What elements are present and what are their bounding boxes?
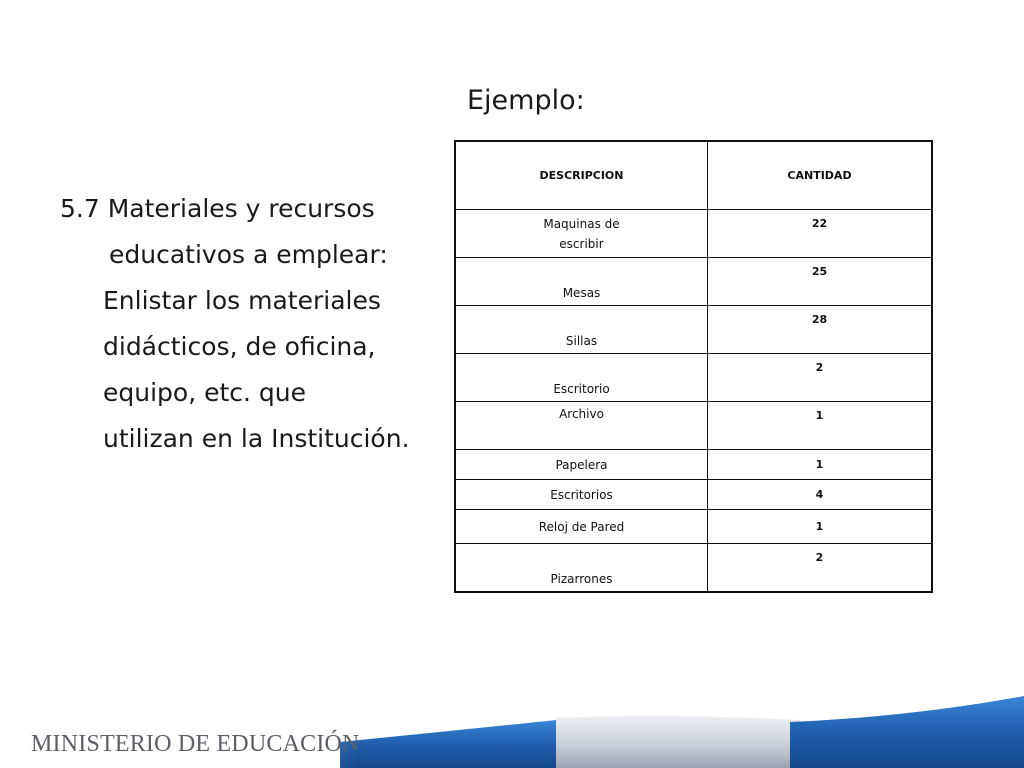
table-row — [456, 354, 931, 402]
paragraph-line: Enlistar los materiales — [103, 286, 381, 315]
cell-description: Escritorios — [456, 480, 708, 509]
table-row — [456, 402, 931, 450]
section-heading-line1: 5.7 Materiales y recursos — [60, 194, 375, 223]
paragraph-line: didácticos, de oficina, — [103, 332, 376, 361]
table-row — [456, 510, 931, 544]
table-row — [456, 306, 931, 354]
table-row — [456, 210, 931, 258]
cell-description: Archivo — [456, 402, 708, 449]
cell-description: Papelera — [456, 450, 708, 479]
cell-quantity: 28 — [811, 313, 828, 326]
section-paragraph — [60, 278, 440, 462]
cell-quantity: 1 — [815, 519, 824, 533]
ministerio-logo: MINISTERIO DE EDUCACIÓN — [31, 731, 360, 757]
cell-description: Pizarrones — [456, 544, 708, 591]
cell-description: Mesas — [456, 258, 708, 305]
header-quantity: CANTIDAD — [787, 168, 852, 182]
table-row — [456, 258, 931, 306]
paragraph-line: equipo, etc. que — [103, 378, 307, 407]
paragraph-line: utilizan en la Institución. — [103, 424, 410, 453]
cell-quantity: 2 — [815, 551, 824, 564]
section-text — [60, 186, 440, 462]
cell-quantity: 1 — [815, 457, 824, 471]
cell-quantity: 25 — [811, 265, 828, 278]
example-title: Ejemplo: — [467, 85, 585, 116]
section-heading — [60, 186, 440, 278]
cell-description: Reloj de Pared — [456, 510, 708, 543]
cell-quantity: 4 — [815, 487, 824, 501]
cell-quantity: 1 — [815, 409, 824, 422]
cell-description: Sillas — [456, 306, 708, 353]
table-row — [456, 544, 931, 591]
cell-quantity: 2 — [815, 361, 824, 374]
section-heading-line2: educativos a emplear: — [109, 240, 388, 269]
cell-description: Maquinas de escribir — [456, 210, 708, 257]
cell-quantity: 22 — [811, 217, 828, 230]
header-description: DESCRIPCION — [456, 142, 708, 209]
table-row — [456, 450, 931, 480]
materials-table — [454, 140, 933, 593]
table-row — [456, 480, 931, 510]
cell-description: Escritorio — [456, 354, 708, 401]
table-header-row — [456, 142, 931, 210]
